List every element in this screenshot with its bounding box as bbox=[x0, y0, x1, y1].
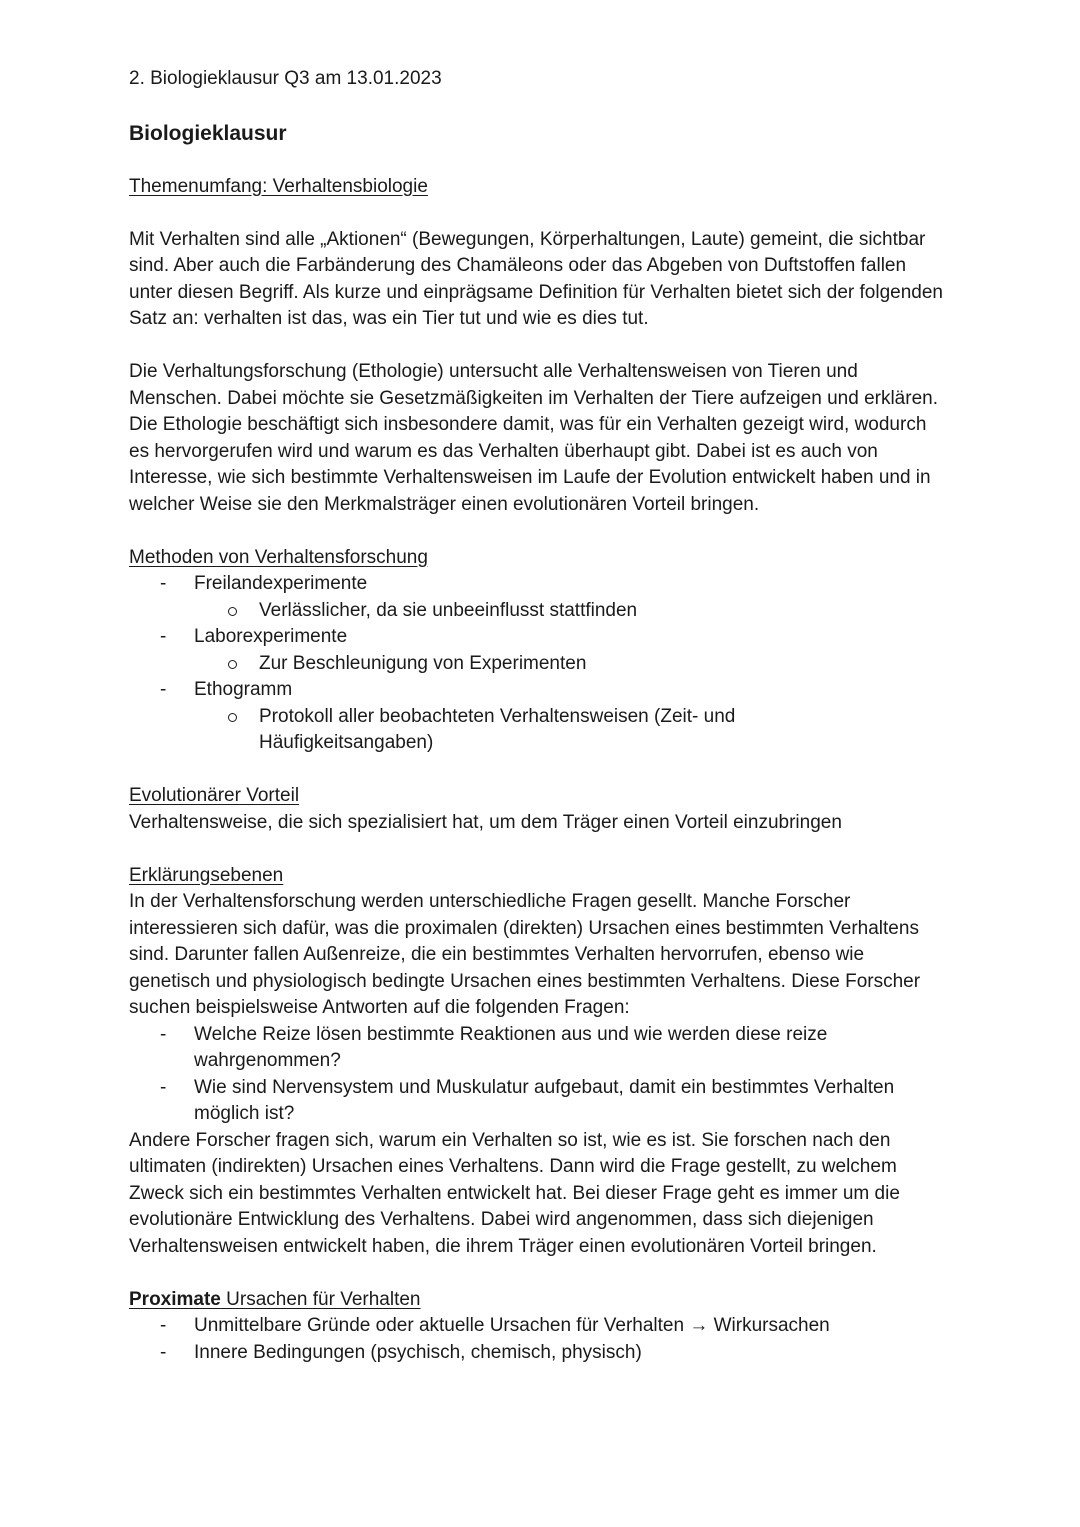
methods-heading: Methoden von Verhaltensforschung bbox=[129, 546, 428, 568]
method-label: Freilandexperimente bbox=[194, 573, 368, 594]
proximate-list bbox=[129, 1313, 949, 1366]
proximate-heading-rest: Ursachen für Verhalten bbox=[220, 1288, 421, 1310]
advantage-text: Verhaltensweise, die sich spezialisiert hat, um dem Träger einen Vorteil einzubringen bbox=[129, 811, 842, 833]
document-title: Biologieklausur bbox=[129, 121, 287, 145]
intro-paragraph-1: Mit Verhalten sind alle „Aktionen“ (Bewegungen, Körperhaltungen, Laute) gemeint, die sichtbar sind. Aber auch die Farbänderung des Chamäleons oder das Abgeben von Duftstoffen fallen unter diesen Begriff. Als kurze und einprägsame Definition für Verhalten bietet sich der folgenden Satz an: verhalten ist das, was ein Tier tut und wie es dies tut. bbox=[129, 228, 943, 329]
method-detail: Protokoll aller beobachteten Verhaltensweisen (Zeit- und Häufigkeitsangaben) bbox=[194, 704, 949, 757]
document-header: 2. Biologieklausur Q3 am 13.01.2023 bbox=[129, 68, 442, 89]
levels-text-1: In der Verhaltensforschung werden unterschiedliche Fragen gesellt. Manche Forscher interessieren sich dafür, was die proximalen (direkten) Ursachen eines bestimmten Verhaltens sind. Darunter fallen Außenreize, die ein bestimmtes Verhalten hervorrufen, ebenso wie genetisch und physiologisch bedingte Ursachen eines bestimmten Verhaltens. Diese Forscher suchen beispielsweise Antworten auf die folgenden Fragen: bbox=[129, 891, 921, 1018]
proximate-heading-bold: Proximate bbox=[129, 1288, 221, 1310]
topic-heading: Themenumfang: Verhaltensbiologie bbox=[129, 175, 428, 197]
document-content bbox=[129, 66, 949, 1366]
method-label: Ethogramm bbox=[194, 679, 293, 700]
list-item: - Welche Reize lösen bestimmte Reaktionen aus und wie werden diese reize wahrgenommen? bbox=[129, 1022, 949, 1075]
proximate-heading bbox=[129, 1287, 949, 1314]
list-item: - Unmittelbare Gründe oder aktuelle Ursachen für Verhalten → Wirkursachen bbox=[129, 1313, 949, 1340]
levels-heading: Erklärungsebenen bbox=[129, 864, 284, 886]
list-item bbox=[129, 677, 949, 757]
advantage-heading: Evolutionärer Vorteil bbox=[129, 785, 300, 806]
method-label: Laborexperimente bbox=[194, 626, 348, 647]
levels-text-2: Andere Forscher fragen sich, warum ein Verhalten so ist, wie es ist. Sie forschen nach den ultimaten (indirekten) Ursachen eines Verhaltens. Dann wird die Frage gestellt, zu welchem Zweck sich ein bestimmtes Verhalten entwickelt hat. Bei dieser Frage geht es immer um die evolutionäre Entwicklung des Verhaltens. Dabei wird angenommen, dass sich diejenigen Verhaltensweisen entwickelt haben, die ihrem Träger einen evolutionären Vorteil bringen. bbox=[129, 1129, 900, 1257]
method-detail: Zur Beschleunigung von Experimenten bbox=[194, 651, 949, 678]
questions-list bbox=[129, 1022, 949, 1128]
methods-list bbox=[129, 571, 949, 757]
list-item bbox=[129, 624, 949, 677]
list-item: - Wie sind Nervensystem und Muskulatur aufgebaut, damit ein bestimmtes Verhalten möglich ist? bbox=[129, 1075, 949, 1128]
method-detail: Verlässlicher, da sie unbeeinflusst stattfinden bbox=[194, 598, 949, 625]
list-item bbox=[129, 571, 949, 624]
intro-paragraph-2: Die Verhaltungsforschung (Ethologie) untersucht alle Verhaltensweisen von Tieren und Menschen. Dabei möchte sie Gesetzmäßigkeiten im Verhalten der Tiere aufzeigen und erklären. Die Ethologie beschäftigt sich insbesondere damit, was für ein Verhalten gezeigt wird, wodurch es hervorgerufen wird und warum es das Verhalten überhaupt gibt. Dabei ist es auch von Interesse, wie sich bestimmte Verhaltensweisen im Laufe der Evolution entwickelt haben und in welcher Weise sie den Merkmalsträger einen evolutionären Vorteil bringen. bbox=[129, 361, 938, 515]
list-item: - Innere Bedingungen (psychisch, chemisch, physisch) bbox=[129, 1340, 949, 1367]
